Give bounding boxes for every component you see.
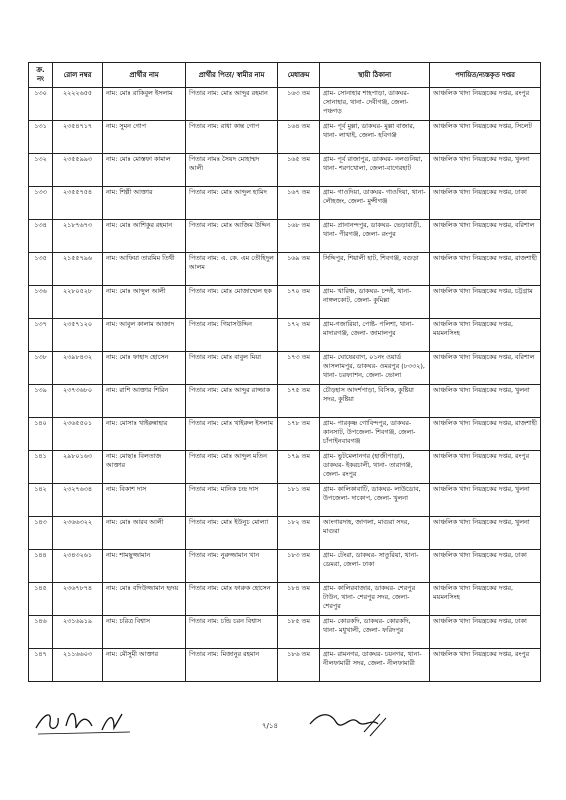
- table-cell: আংগারদাহ, জাগলা, মাগুরা সদর, মাগুরা: [320, 517, 430, 550]
- table-cell: আঞ্চলিক খাদ্য নিয়ন্ত্রকের দপ্তর, খুলনা: [430, 517, 541, 550]
- table-cell: গ্রাম- প্রানানন্দপুর, ডাকঘর- ভেড়াবাড়ী, থানা- পীরগঞ্জ, জেলা- রংপুর: [320, 220, 430, 253]
- table-cell: নাম: মোঃ আব্দুল আলী: [103, 286, 186, 319]
- table-cell: আঞ্চলিক খাদ্য নিয়ন্ত্রকের দপ্তর, খুলনা: [430, 154, 541, 187]
- column-header: স্থায়ী ঠিকানা: [320, 63, 430, 88]
- table-cell: ১৭৩ তম: [278, 352, 320, 385]
- table-cell: ১৪১: [29, 451, 53, 484]
- table-cell: ১৬৭ তম: [278, 187, 320, 220]
- table-cell: ১৩৩: [29, 187, 53, 220]
- table-row: [29, 88, 541, 121]
- table-cell: গ্রাম- সোনাহার শাহপাড়া, ডাকঘর- সোনাহার, থানা- দেবীগঞ্জ, জেলা- পঞ্চগড়: [320, 88, 430, 121]
- table-cell: পিতার নাম: মিজানুর রহমান: [186, 649, 278, 682]
- table-row: [29, 451, 541, 484]
- table-cell: গ্রাম- খারিঞ্চ, ডাকঘর- চন্দই, থানা- নাঙ্গলকোট, জেলা- কুমিল্লা: [320, 286, 430, 319]
- table-row: [29, 517, 541, 550]
- signature-left-image: [30, 700, 140, 740]
- table-cell: ১৪৫: [29, 583, 53, 616]
- table-cell: ১৭০ তম: [278, 286, 320, 319]
- table-cell: আঞ্চলিক খাদ্য নিয়ন্ত্রকের দপ্তর, রংপুর: [430, 88, 541, 121]
- page-number: ৭/১৪: [262, 722, 278, 730]
- table-cell: ২৩১৬৯১৯: [53, 616, 103, 649]
- table-cell: আঞ্চলিক খাদ্য নিয়ন্ত্রকের দপ্তর, রাজশাহী: [430, 253, 541, 286]
- table-cell: ২৩৫৫৯৯৩: [53, 154, 103, 187]
- table-cell: ১৮৫ তম: [278, 616, 320, 649]
- table-cell: ২৩৯৮৪৩২: [53, 352, 103, 385]
- table-cell: নাম: মোঃ বদিউজ্জামান হৃদয়: [103, 583, 186, 616]
- table-cell: ১৩৯: [29, 385, 53, 418]
- table-cell: ২১৮৭৬৭৩: [53, 220, 103, 253]
- table-cell: ১৩০: [29, 88, 53, 121]
- table-cell: ২৩৭৩৬৮০: [53, 385, 103, 418]
- table-cell: গ্রাম-গজারিয়া, পোষ্ট- পলিশা, থানা- মাদারগঞ্জ, জেলা- জামালপুর: [320, 319, 430, 352]
- table-row: [29, 385, 541, 418]
- table-header-row: [29, 63, 541, 88]
- table-row: [29, 616, 541, 649]
- table-cell: ১৮৬ তম: [278, 649, 320, 682]
- table-cell: নাম: মোঃ আশিকুর রহমান: [103, 220, 186, 253]
- table-cell: ২২৮০৫২৮: [53, 286, 103, 319]
- table-cell: নাম: মোছাঃ বিলতাজ আক্তার: [103, 451, 186, 484]
- table-cell: পিতার নাম: মোঃ ফারুক হোসেন: [186, 583, 278, 616]
- table-row: [29, 220, 541, 253]
- table-cell: পিতার নাম: মোঃ খাইরুল ইসলাম: [186, 418, 278, 451]
- table-cell: ২১১৬৬০৩: [53, 649, 103, 682]
- column-header: মেধাক্রম: [278, 63, 320, 88]
- table-cell: নাম: সুমন গোপ: [103, 121, 186, 154]
- table-cell: ১৮৩ তম: [278, 550, 320, 583]
- table-cell: ২৩৫৭১২০: [53, 319, 103, 352]
- table-cell: পিতার নাম: মোঃ আজিম উদ্দিন: [186, 220, 278, 253]
- table-row: [29, 583, 541, 616]
- table-cell: ১৪২: [29, 484, 53, 517]
- table-cell: পিতার নাম: মোঃ আব্দুর রাজ্জাক: [186, 385, 278, 418]
- table-cell: আঞ্চলিক খাদ্য নিয়ন্ত্রকের দপ্তর, সিলেট: [430, 121, 541, 154]
- table-row: [29, 352, 541, 385]
- table-cell: ১৭২ তম: [278, 319, 320, 352]
- table-cell: ১৪৭: [29, 649, 53, 682]
- table-cell: নাম: বিকাশ দাস: [103, 484, 186, 517]
- table-cell: নাম: চরিত্র বিশ্বাস: [103, 616, 186, 649]
- column-header: রোল নম্বর: [53, 63, 103, 88]
- table-cell: গ্রাম- পূর্ব রাজাপুর, ডাকঘর- নলগুনিয়া, থানা- শরণখোলা, জেলা-বাগেরহাট: [320, 154, 430, 187]
- table-cell: ১৬৫ তম: [278, 154, 320, 187]
- table-cell: নাম: মৌসুমী আক্তার: [103, 649, 186, 682]
- table-cell: পিতার নাম: মোঃ আব্দুল মতিন: [186, 451, 278, 484]
- table-cell: পিতার নাম: মোঃ আব্দুর রহমান: [186, 88, 278, 121]
- table-cell: নাম: মোঃ রাকিবুল ইসলাম: [103, 88, 186, 121]
- table-cell: আঞ্চলিক খাদ্য নিয়ন্ত্রকের দপ্তর, ময়মনসিংহ: [430, 319, 541, 352]
- table-row: [29, 319, 541, 352]
- table-cell: ২৩৬৬৩২২: [53, 517, 103, 550]
- table-cell: আঞ্চলিক খাদ্য নিয়ন্ত্রকের দপ্তর, রংপুর: [430, 451, 541, 484]
- table-cell: আঞ্চলিক খাদ্য নিয়ন্ত্রকের দপ্তর, রংপুর: [430, 649, 541, 682]
- table-cell: গ্রাম- কালিরবাজার, ডাকঘর- শেরপুর টাউন, থানা- শেরপুর সদর, জেলা-শেরপুর: [320, 583, 430, 616]
- table-cell: ১৩৪: [29, 220, 53, 253]
- table-cell: ১৩৫: [29, 253, 53, 286]
- table-cell: আঞ্চলিক খাদ্য নিয়ন্ত্রকের দপ্তর, রাজশাহী: [430, 418, 541, 451]
- table-cell: গ্রাম- টেংরা, ডাকঘর- সাতুরিয়া, থানা- ডেমরা, জেলা- ঢাকা: [320, 550, 430, 583]
- table-cell: পিতার নাম: রাধা কান্ত গোপ: [186, 121, 278, 154]
- table-cell: ১৩৭: [29, 319, 53, 352]
- table-cell: নাম: শামছুজ্জামান: [103, 550, 186, 583]
- table-cell: ১৬৩ তম: [278, 88, 320, 121]
- table-cell: চৌড়হাস আদর্শপাড়া, বিসিক, কুষ্টিয়া সদর, কুষ্টিয়া: [320, 385, 430, 418]
- table-row: [29, 649, 541, 682]
- table-row: [29, 154, 541, 187]
- table-cell: আঞ্চলিক খাদ্য নিয়ন্ত্রকের দপ্তর, বরিশাল: [430, 220, 541, 253]
- table-cell: পিতার নামঃ সৈয়দ মোহাম্মদ আলী: [186, 154, 278, 187]
- signature-right-image: [306, 704, 396, 744]
- column-header: প্রার্থীর পিতা/ স্বামীর নাম: [186, 63, 278, 88]
- table-row: [29, 484, 541, 517]
- candidate-table: [28, 62, 541, 682]
- table-cell: গ্রাম- ভুটমেলানগর (হাজীপাড়া), ডাকঘর- ইকরচালী, থানা- তারাগঞ্জ, জেলা- রংপুর: [320, 451, 430, 484]
- table-row: [29, 286, 541, 319]
- table-cell: ১৭৫ তম: [278, 385, 320, 418]
- table-cell: নাম: মোঃ ফাহাদ হোসেন: [103, 352, 186, 385]
- table-cell: পিতার নাম: মোঃ মোজাম্মেল হক: [186, 286, 278, 319]
- table-cell: ১৬৪ তম: [278, 121, 320, 154]
- table-cell: ১৬৯ তম: [278, 253, 320, 286]
- table-cell: ১৮১ তম: [278, 484, 320, 517]
- table-cell: ১৭৮ তম: [278, 418, 320, 451]
- table-cell: পিতার নাম: মোঃ বাবুল মিয়া: [186, 352, 278, 385]
- table-cell: ১৪০: [29, 418, 53, 451]
- column-header: প্রার্থীর নাম: [103, 63, 186, 88]
- table-cell: ১৪৬: [29, 616, 53, 649]
- table-cell: পিতার নাম: গিয়াসউদ্দিন: [186, 319, 278, 352]
- table-cell: পিতার নাম: এ. কে. এম তৌহিদুল আলম: [186, 253, 278, 286]
- table-cell: ২৩৫৪৭১৭: [53, 121, 103, 154]
- table-cell: ১৩২: [29, 154, 53, 187]
- table-cell: আঞ্চলিক খাদ্য নিয়ন্ত্রকের দপ্তর, ঢাকা: [430, 616, 541, 649]
- table-cell: গ্রাম- ঘোষেরবাগ, ০১নং ওয়ার্ড আসলামপুর, ডাকঘর- ওমরপুর (৮৩৩২), থানা- চরফ্যাশন, জেলা- ভোলা: [320, 352, 430, 385]
- table-cell: আঞ্চলিক খাদ্য নিয়ন্ত্রকের দপ্তর, চট্টগ্রাম: [430, 286, 541, 319]
- table-row: [29, 187, 541, 220]
- table-cell: ১৪৩: [29, 517, 53, 550]
- table-cell: ২৩৫৫৭৫৪: [53, 187, 103, 220]
- table-row: [29, 121, 541, 154]
- table-cell: গ্রাম- পূর্ব মুল্লা, ডাকঘর- মুল্লা বাজার, থানা- লাখাই, জেলা- হবিগঞ্জ: [320, 121, 430, 154]
- table-cell: গ্রাম- পারকৃষ্ণ গোবিন্দপুর, ডাকঘর- কানসাট, উপজেলা- শিবগঞ্জ, জেলা- চাঁপাইনবাবগঞ্জ: [320, 418, 430, 451]
- table-row: [29, 418, 541, 451]
- table-cell: ১৩১: [29, 121, 53, 154]
- table-cell: নাম: মোঃ আরব আলী: [103, 517, 186, 550]
- table-cell: ১৬৮ তম: [278, 220, 320, 253]
- table-cell: ২৩৬৭৮৭৪: [53, 583, 103, 616]
- table-cell: আঞ্চলিক খাদ্য নিয়ন্ত্রকের দপ্তর, ঢাকা: [430, 187, 541, 220]
- table-cell: সিদ্দিপুর, শিয়ালী হাট, শিবগঞ্জ, বগুড়া: [320, 253, 430, 286]
- table-cell: ২২২২৬৫৫: [53, 88, 103, 121]
- table-cell: ১৭৯ তম: [278, 451, 320, 484]
- table-row: [29, 253, 541, 286]
- column-header: ক্র. নং: [29, 63, 53, 88]
- table-body: [29, 88, 541, 682]
- table-cell: ১৮২ তম: [278, 517, 320, 550]
- table-row: [29, 550, 541, 583]
- table-cell: গ্রাম- রামনগর, ডাকঘর- চয়নগর, থানা- নীলফামারী সদর, জেলা- নীলফামারী: [320, 649, 430, 682]
- table-cell: আঞ্চলিক খাদ্য নিয়ন্ত্রকের দপ্তর, বরিশাল: [430, 352, 541, 385]
- table-cell: গ্রাম- গাওদিয়া, ডাকঘর- গাওদিয়া, থানা- লৌহজং, জেলা- মুন্সীগঞ্জ: [320, 187, 430, 220]
- table-cell: ২৩৪৩২৬১: [53, 550, 103, 583]
- table-cell: পিতার নাম: মোঃ আব্দুল হামিদ: [186, 187, 278, 220]
- table-cell: নাম: শিল্পী আক্তার: [103, 187, 186, 220]
- table-cell: আঞ্চলিক খাদ্য নিয়ন্ত্রকের দপ্তর, খুলনা: [430, 484, 541, 517]
- table-cell: ২৩২৭৬৩৪: [53, 484, 103, 517]
- table-cell: পিতার নাম: নুরুজ্জামান খান: [186, 550, 278, 583]
- table-cell: নাম: আফিয়া তারমিম তিথী: [103, 253, 186, 286]
- table-cell: পিতার নাম: মোঃ ইউনুচ মোল্যা: [186, 517, 278, 550]
- table-cell: ১৩৮: [29, 352, 53, 385]
- table-cell: নাম: মোঃ মোস্তফা কামাল: [103, 154, 186, 187]
- table-cell: ২৯৮০১৬৩: [53, 451, 103, 484]
- table-cell: ১৩৬: [29, 286, 53, 319]
- table-cell: গ্রাম- কালিকাবাটি, ডাকঘর- লাউডোব, উপজেলা- দাকোপ, জেলা- খুলনা: [320, 484, 430, 517]
- table-cell: আঞ্চলিক খাদ্য নিয়ন্ত্রকের দপ্তর, ঢাকা: [430, 550, 541, 583]
- table-cell: ১৪৪: [29, 550, 53, 583]
- table-cell: আঞ্চলিক খাদ্য নিয়ন্ত্রকের দপ্তর, খুলনা: [430, 385, 541, 418]
- table-cell: নাম: রাশি আক্তার শিরিন: [103, 385, 186, 418]
- table-cell: নাম: মোসাঃ খাইরুন্নাহার: [103, 418, 186, 451]
- table-cell: ২৩৬৫৫০১: [53, 418, 103, 451]
- table-cell: নাম: আবুল কালাম আজাদ: [103, 319, 186, 352]
- table-cell: ১৮৪ তম: [278, 583, 320, 616]
- table-cell: পিতার নাম: মানিক চন্দ্র দাস: [186, 484, 278, 517]
- table-cell: পিতার নাম: চন্ডি চরন বিশ্বাস: [186, 616, 278, 649]
- table-cell: ২১৫৫৭৯৬: [53, 253, 103, 286]
- table-cell: গ্রাম- কোরকদি, ডাকঘর- কোরকদি, থানা- মধুখালী, জেলা- ফরিদপুর: [320, 616, 430, 649]
- column-header: পদায়িত/ন্যস্তকৃত দপ্তর: [430, 63, 541, 88]
- table-cell: আঞ্চলিক খাদ্য নিয়ন্ত্রকের দপ্তর, ময়মনসিংহ: [430, 583, 541, 616]
